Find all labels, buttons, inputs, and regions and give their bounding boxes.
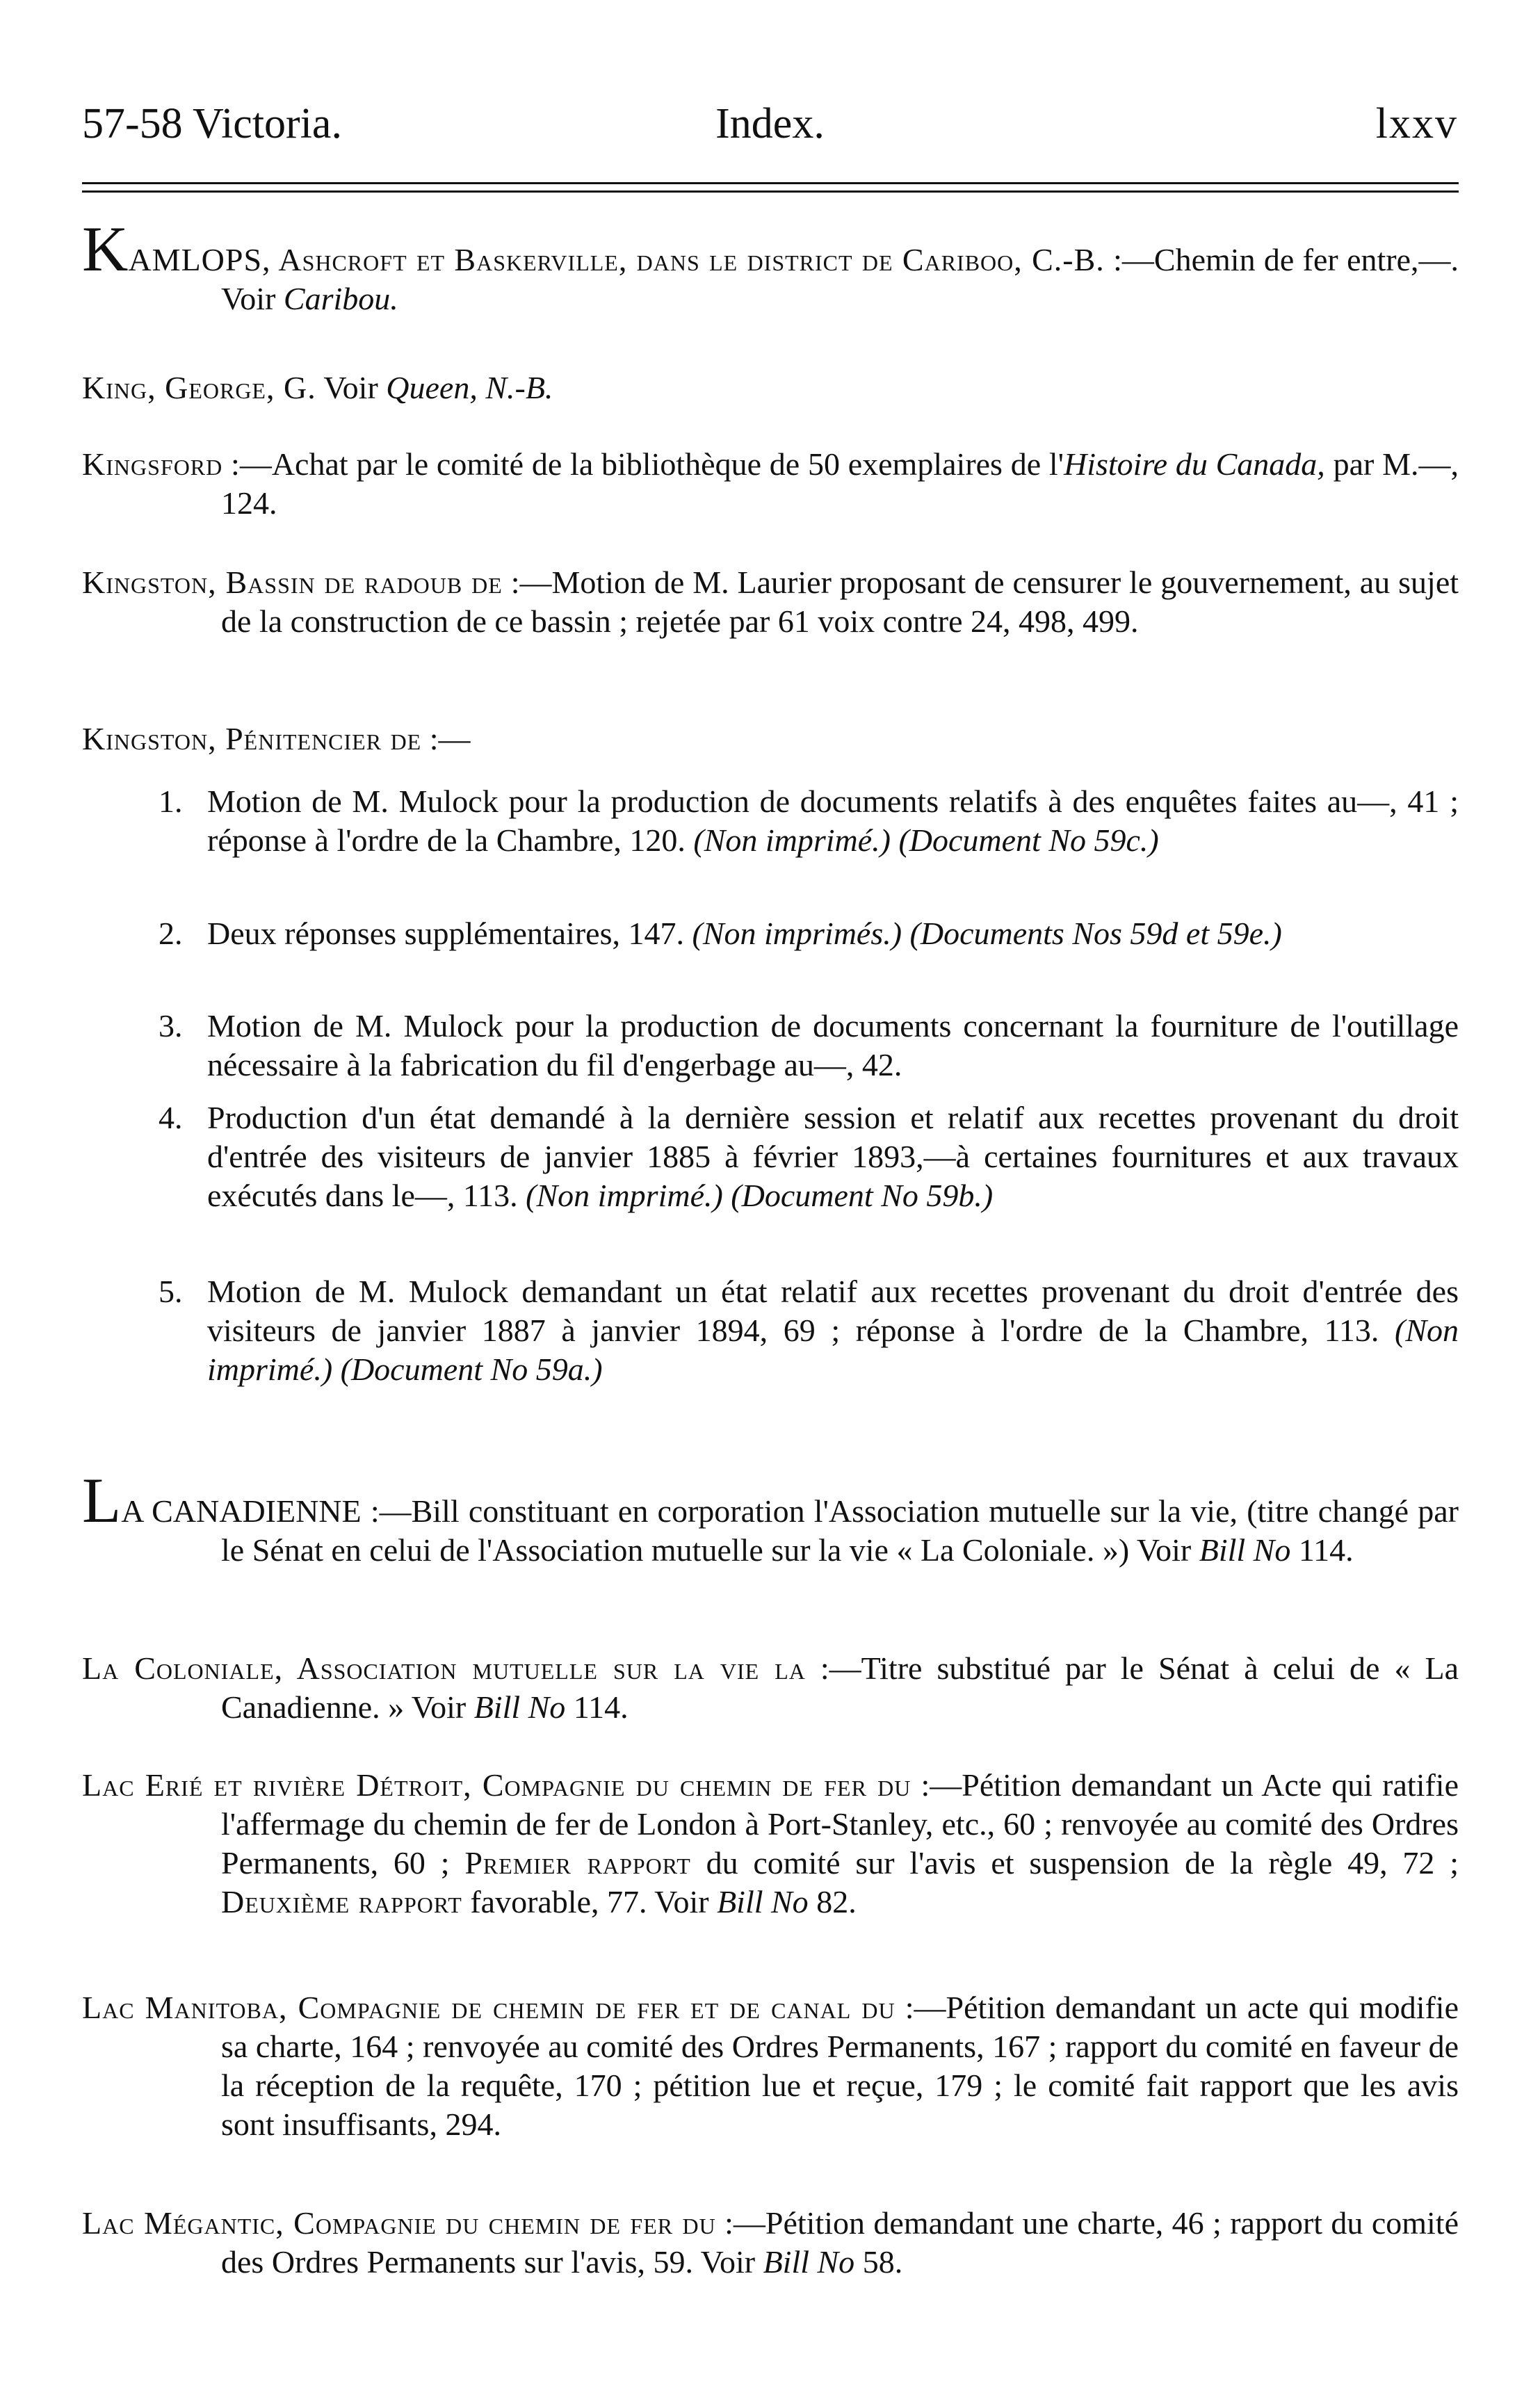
entry-text: Production d'un état demandé à la dernière session et relatif aux recettes provenant du droit d'entrée des visiteurs de janvier 1885 à février 1893,—à certaines fournitures et aux travaux exécutés dans le—, 113.: [207, 1100, 1459, 1213]
entry-text: :—Bill constituant en corporation l'Association mutuelle sur la vie, (titre changé par le Sénat en celui de l'Association mutuelle sur la vie « La Coloniale. ») Voir: [221, 1493, 1459, 1568]
entry-text: Motion de M. Mulock pour la production de documents relatifs à des enquêtes faites au—, 41 ; réponse à l'ordre de la Chambre, 120.: [207, 784, 1459, 858]
entry-reference: Queen, N.-B.: [386, 370, 553, 405]
header-rule-bottom: [82, 190, 1459, 193]
subentry-number: 3.: [159, 1008, 183, 1044]
index-entry-kingston-bassin: [82, 563, 1459, 641]
entry-subheading: Deuxième rapport: [221, 1884, 462, 1919]
entry-reference: Bill No: [473, 1689, 566, 1725]
entry-heading: AMLOPS, Ashcroft et Baskerville, dans le district de Cariboo, C.-B.: [128, 242, 1105, 277]
entry-text: 82.: [808, 1884, 857, 1919]
entry-text: par M.—, 124.: [221, 446, 1459, 521]
entry-text: du comité sur l'avis et suspension de la règle 49, 72 ;: [690, 1845, 1459, 1881]
index-entry-la-canadienne: [82, 1465, 1459, 1570]
entry-text: :—: [421, 721, 471, 756]
header-rule-top: [82, 182, 1459, 184]
entry-reference: (Non imprimé.) (Document No 59a.): [207, 1313, 1459, 1387]
entry-text: :—Chemin de fer entre,—. Voir: [221, 242, 1459, 316]
subentry-number: 2.: [159, 916, 183, 951]
entry-heading: A CANADIENNE: [121, 1493, 362, 1529]
entry-text: Deux réponses supplémentaires, 147.: [207, 916, 692, 951]
entry-text: :—Motion de M. Laurier proposant de censurer le gouvernement, au sujet de la construction de ce bassin ; rejetée par 61 voix contre 24, 498, 499.: [221, 565, 1459, 639]
subentry-4: [159, 1098, 1459, 1215]
subentry-3: [159, 1007, 1459, 1085]
index-entry-lac-manitoba: [82, 1988, 1459, 2144]
entry-reference: (Non imprimé.) (Document No 59c.): [693, 822, 1159, 858]
entry-reference: (Non imprimés.) (Documents Nos 59d et 59e.): [692, 916, 1282, 951]
page-header: [82, 96, 1458, 152]
entry-text: :—Pétition demandant une charte, 46 ; rapport du comité des Ordres Permanents sur l'avis, 59. Voir: [221, 2205, 1459, 2280]
header-volume: 57-58 Victoria.: [82, 100, 342, 147]
entry-heading: La Coloniale, Association mutuelle sur la vie la: [82, 1650, 806, 1686]
subentry-number: 1.: [159, 784, 183, 819]
header-title: Index.: [715, 100, 825, 147]
subentry-2: [159, 914, 1459, 953]
entry-heading: Kingston, Pénitencier de: [82, 721, 422, 756]
index-entry-lac-erie: [82, 1766, 1459, 1922]
entry-subheading: Premier rapport: [464, 1845, 691, 1881]
drop-cap: L: [82, 1465, 122, 1536]
subentry-5: [159, 1272, 1459, 1389]
entry-reference: Caribou.: [283, 281, 398, 316]
entry-text: Voir: [316, 370, 387, 405]
entry-text: 114.: [1290, 1532, 1354, 1568]
entry-reference: Bill No: [1199, 1532, 1291, 1568]
index-entry-kingsford: [82, 445, 1459, 523]
subentry-number: 4.: [159, 1100, 183, 1135]
drop-cap: K: [82, 213, 129, 284]
subentry-1: [159, 782, 1459, 860]
entry-text: :—Titre substitué par le Sénat à celui de « La Canadienne. » Voir: [221, 1650, 1459, 1725]
entry-heading: Lac Manitoba, Compagnie de chemin de fer et de canal du: [82, 1990, 895, 2025]
entry-reference: (Non imprimé.) (Document No 59b.): [526, 1178, 994, 1213]
entry-text: favorable, 77. Voir: [462, 1884, 718, 1919]
entry-heading: Kingsford: [82, 446, 223, 482]
index-entry-kamlops: [82, 213, 1459, 318]
entry-heading: Kingston, Bassin de radoub de: [82, 565, 503, 600]
index-entry-lac-megantic: [82, 2204, 1459, 2282]
entry-text: :—Achat par le comité de la bibliothèque de 50 exemplaires de l': [222, 446, 1064, 482]
entry-text: 114.: [565, 1689, 629, 1725]
entry-reference: Bill No: [763, 2244, 855, 2280]
entry-text: 58.: [854, 2244, 903, 2280]
subentry-number: 5.: [159, 1274, 183, 1309]
entry-reference: Histoire du Canada,: [1064, 446, 1325, 482]
entry-heading: Lac Erié et rivière Détroit, Compagnie du chemin de fer du: [82, 1767, 911, 1803]
entry-heading: Lac Mégantic, Compagnie du chemin de fer du: [82, 2205, 716, 2241]
header-page-number: lxxv: [1375, 100, 1458, 147]
entry-reference: Bill No: [717, 1884, 809, 1919]
entry-text: :—Pétition demandant un Acte qui ratifie l'affermage du chemin de fer de London à Port-Stanley, etc., 60 ; renvoyée au comité des Ordres Permanents, 60 ;: [221, 1767, 1459, 1881]
index-entry-king: [82, 368, 1459, 407]
entry-text: Motion de M. Mulock demandant un état relatif aux recettes provenant du droit d'entrée des visiteurs de janvier 1887 à janvier 1894, 69 ; réponse à l'ordre de la Chambre, 113.: [207, 1274, 1459, 1348]
index-entry-kingston-penitencier: [82, 720, 1459, 758]
entry-text: :—Pétition demandant un acte qui modifie sa charte, 164 ; renvoyée au comité des Ordres Permanents, 167 ; rapport du comité en faveur de la réception de la requête, 170 ; pétition lue et reçue, 179 ; le comité fait rapport que les avis sont insuffisants, 294.: [221, 1990, 1459, 2142]
index-entry-la-coloniale: [82, 1649, 1459, 1727]
entry-text: Motion de M. Mulock pour la production de documents concernant la fourniture de l'outillage nécessaire à la fabrication du fil d'engerbage au—, 42.: [207, 1008, 1459, 1082]
entry-heading: King, George, G.: [82, 370, 316, 405]
